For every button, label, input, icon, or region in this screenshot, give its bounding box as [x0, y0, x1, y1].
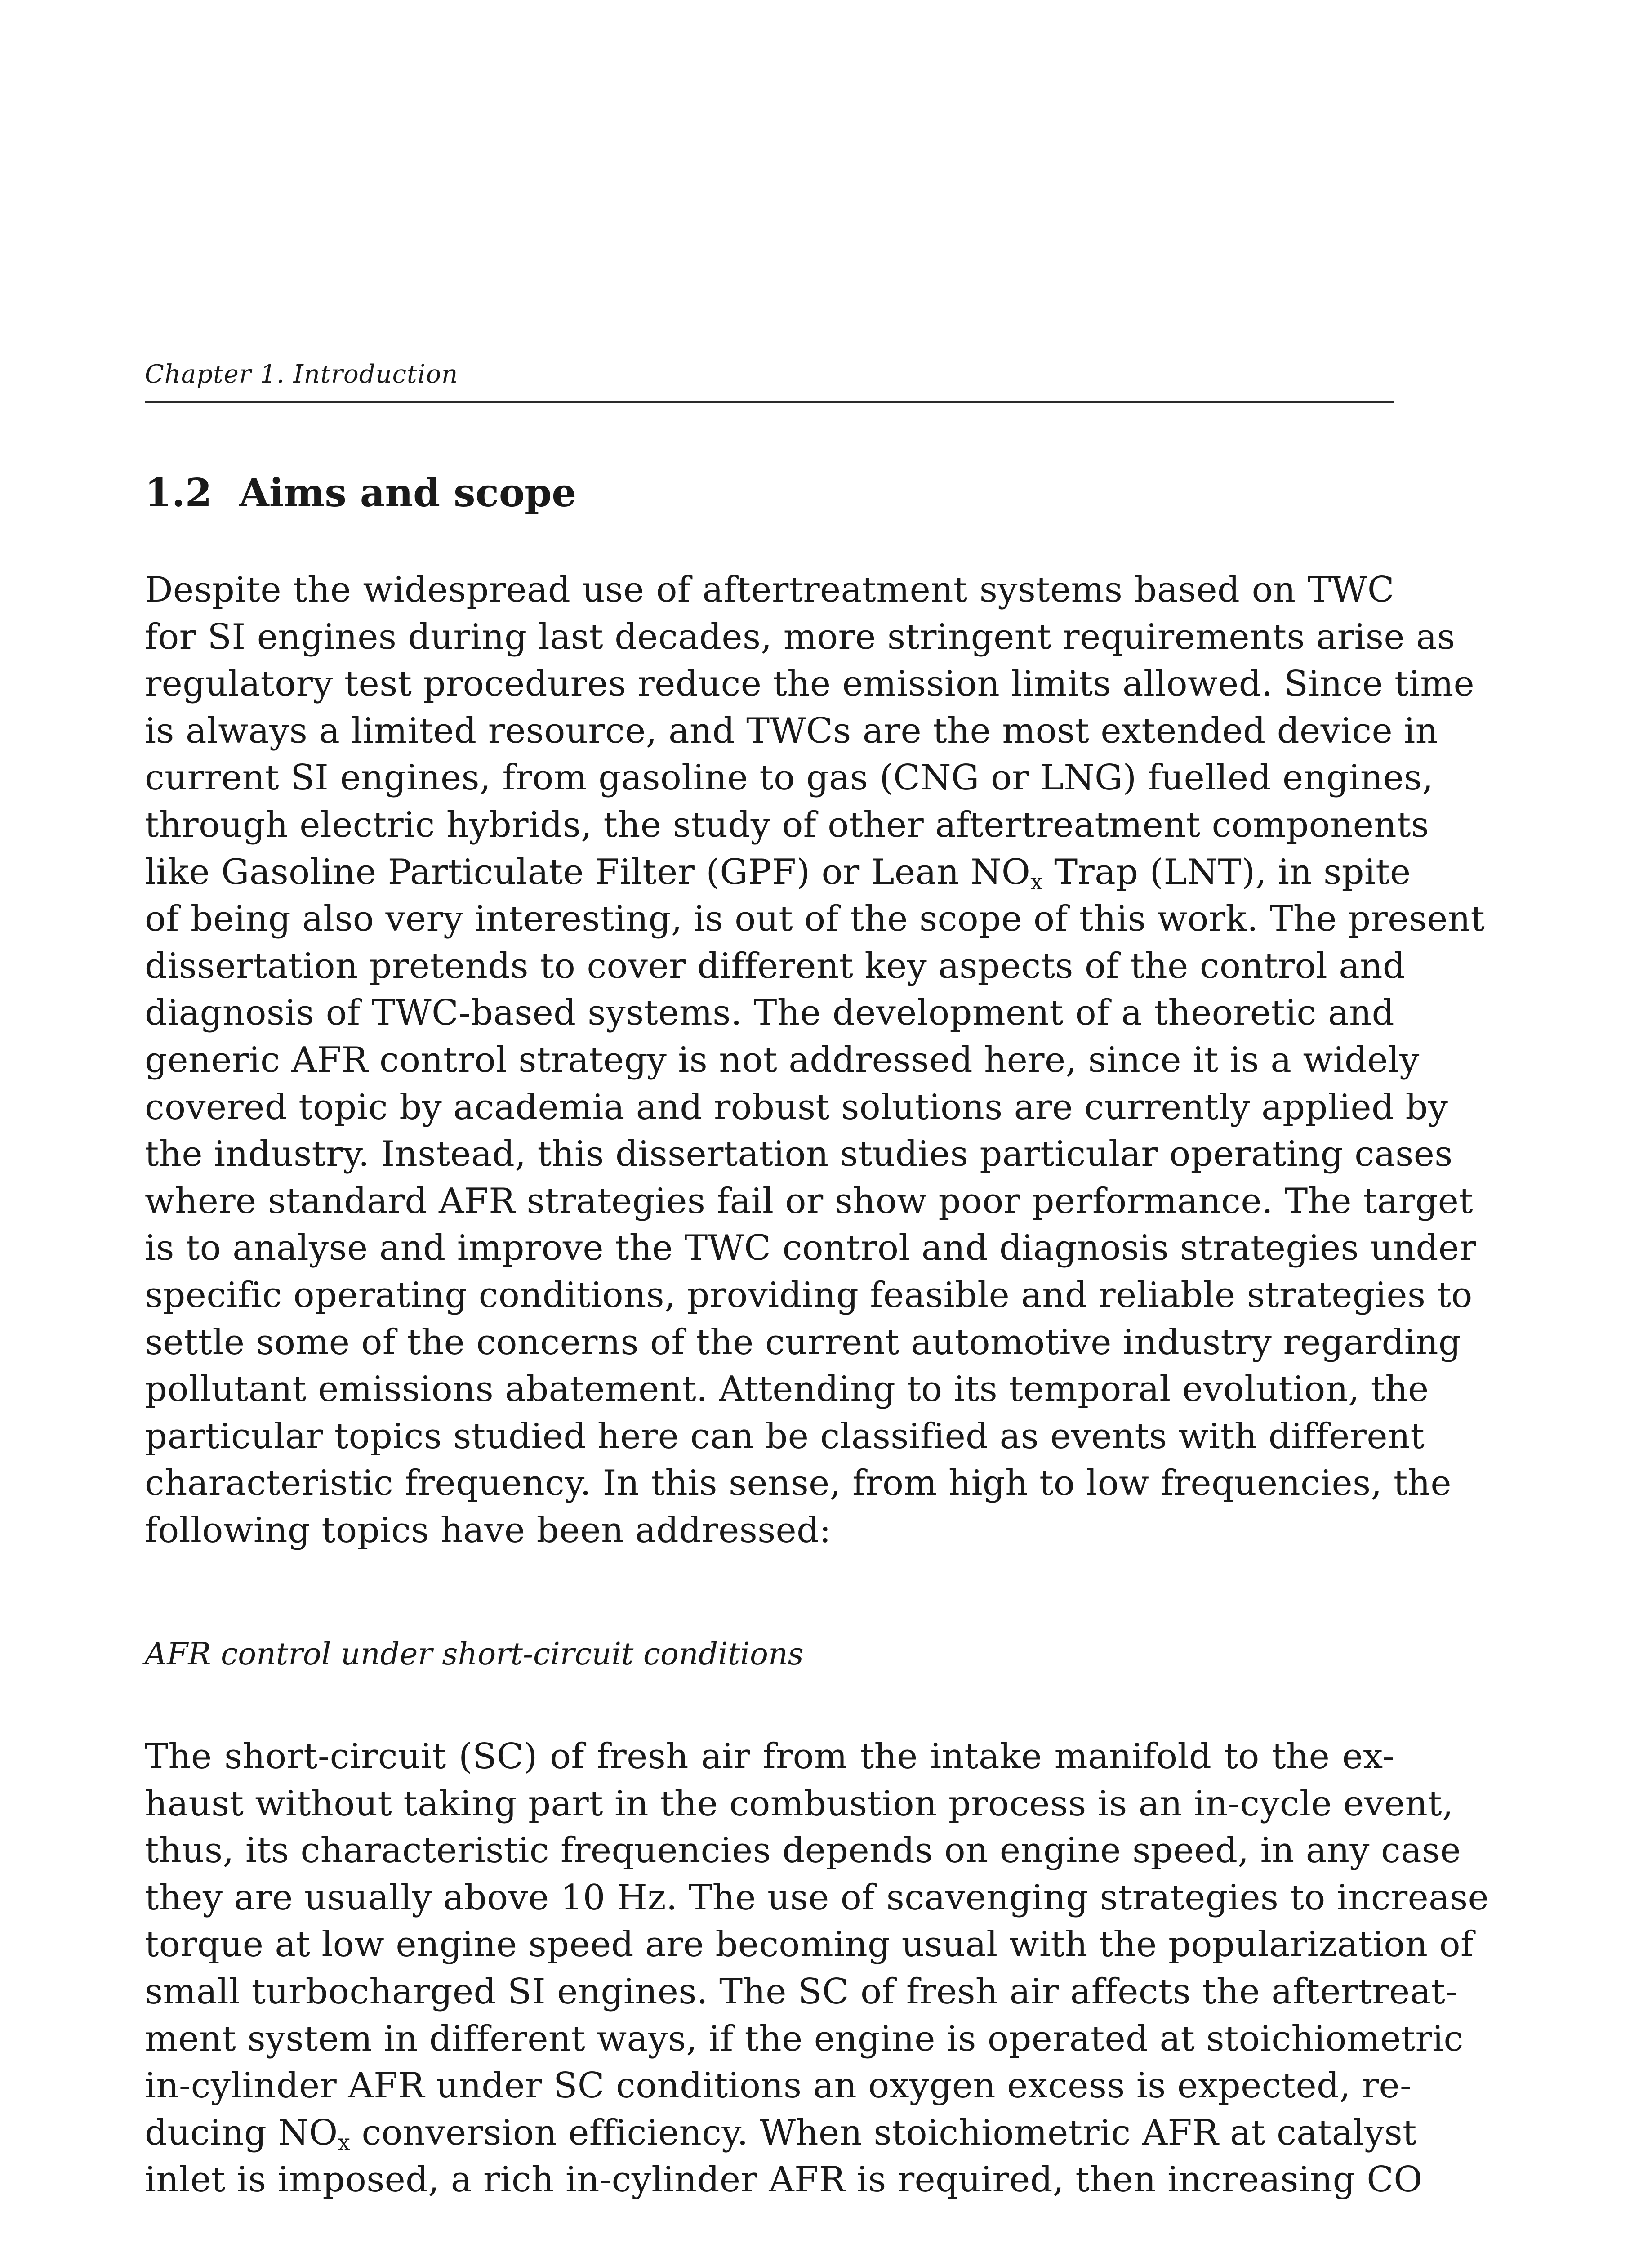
text-line: regulatory test procedures reduce the emission limits allowed. Since time	[145, 664, 1475, 705]
text-line: haust without taking part in the combustion process is an in-cycle event,	[145, 1783, 1454, 1824]
header-rule	[145, 401, 1394, 403]
text-line: dissertation pretends to cover different key aspects of the control and	[145, 946, 1406, 986]
section-heading	[145, 470, 1394, 516]
text-line: is to analyse and improve the TWC control and diagnosis strategies under	[145, 1228, 1477, 1269]
text-line: specific operating conditions, providing feasible and reliable strategies to	[145, 1275, 1473, 1316]
subscript: x	[1030, 869, 1043, 895]
subsection-title: AFR control under short-circuit conditions	[145, 1637, 804, 1672]
text-line: following topics have been addressed:	[145, 1510, 832, 1551]
text-line: inlet is imposed, a rich in-cylinder AFR is required, then increasing CO	[145, 2159, 1423, 2200]
text-line: for SI engines during last decades, more stringent requirements arise as	[145, 616, 1456, 657]
text-line: ducing $NO_x$ conversion efficiency. When stoichiometric AFR at catalyst	[145, 2112, 1417, 2155]
text-line: torque at low engine speed are becoming usual with the popularization of	[145, 1924, 1474, 1965]
text-line: covered topic by academia and robust solutions are currently applied by	[145, 1087, 1448, 1128]
text-line: ment system in different ways, if the engine is operated at stoichiometric	[145, 2018, 1464, 2059]
section-title: Aims and scope	[239, 470, 577, 516]
text-line: particular topics studied here can be classified as events with different	[145, 1416, 1425, 1457]
text-line: diagnosis of TWC-based systems. The development of a theoretic and	[145, 993, 1394, 1034]
text-line: small turbocharged SI engines. The SC of fresh air affects the aftertreat-	[145, 1971, 1457, 2012]
text-line: the industry. Instead, this dissertation studies particular operating cases	[145, 1134, 1453, 1175]
text-line: of being also very interesting, is out of the scope of this work. The present	[145, 899, 1485, 940]
text-line: like Gasoline Particulate Filter (GPF) or Lean $NO_x$ Trap (LNT), in spite	[145, 852, 1411, 895]
text-line: characteristic frequency. In this sense, from high to low frequencies, the	[145, 1463, 1452, 1504]
text-line: is always a limited resource, and TWCs are the most extended device in	[145, 710, 1438, 751]
text-line: generic AFR control strategy is not addressed here, since it is a widely	[145, 1039, 1420, 1080]
text-line: settle some of the concerns of the current automotive industry regarding	[145, 1322, 1461, 1363]
running-head: Chapter 1. Introduction	[145, 360, 459, 389]
text-line: The short-circuit (SC) of fresh air from the intake manifold to the ex-	[145, 1736, 1394, 1777]
body-paragraph-2	[145, 1733, 1489, 2203]
subscript: x	[338, 2130, 351, 2155]
text-line: in-cylinder AFR under SC conditions an oxygen excess is expected, re-	[145, 2065, 1412, 2106]
text-line: pollutant emissions abatement. Attending to its temporal evolution, the	[145, 1369, 1429, 1410]
text-line: current SI engines, from gasoline to gas (CNG or LNG) fuelled engines,	[145, 758, 1434, 798]
section-number: 1.2	[145, 470, 212, 516]
text-line: they are usually above 10 Hz. The use of scavenging strategies to increase	[145, 1877, 1489, 1918]
text-line: where standard AFR strategies fail or show poor performance. The target	[145, 1181, 1474, 1222]
text-line: thus, its characteristic frequencies depends on engine speed, in any case	[145, 1830, 1461, 1871]
body-paragraph-1	[145, 566, 1485, 1554]
text-line: Despite the widespread use of aftertreatment systems based on TWC	[145, 570, 1394, 610]
text-line: through electric hybrids, the study of other aftertreatment components	[145, 804, 1429, 845]
